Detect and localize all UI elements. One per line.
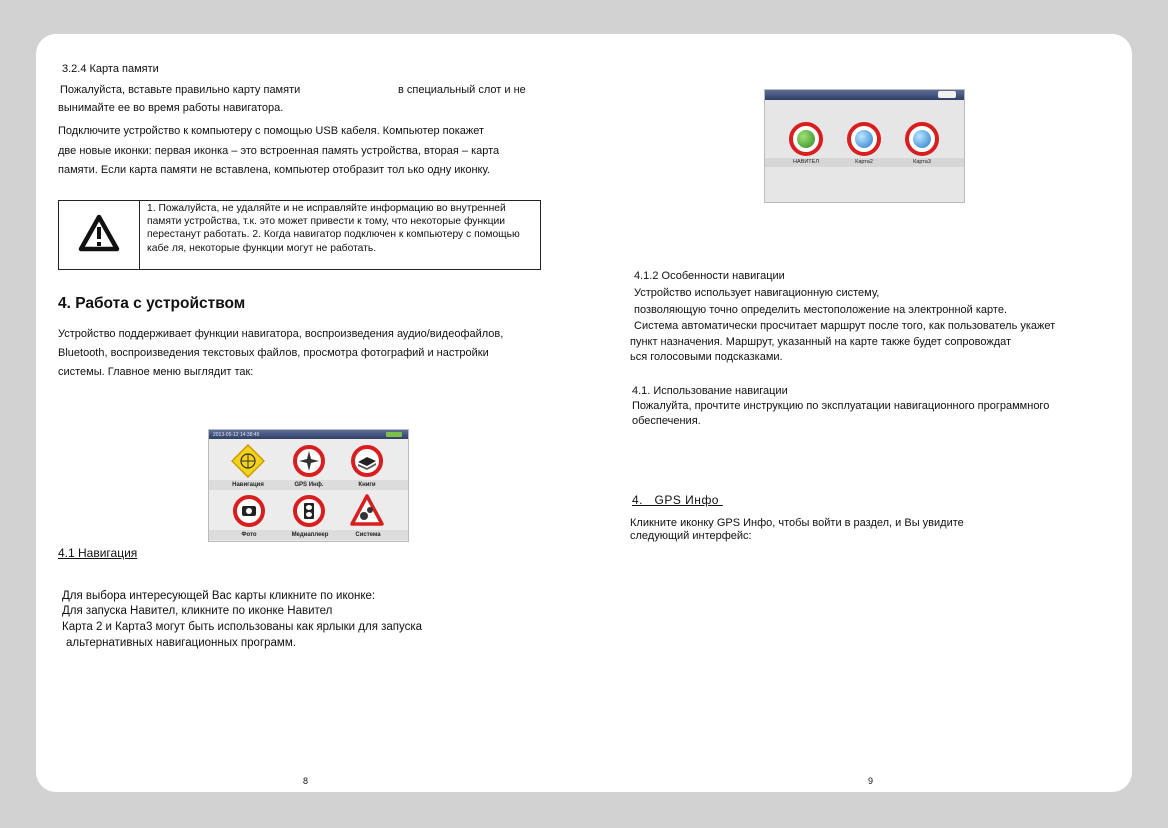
feature-text-3: Система автоматически просчитает маршрут после того, как пользователь укажет [634,320,1056,332]
map-select-top-bar [765,90,964,100]
nav-text-4: альтернативных навигационных программ. [66,637,296,649]
memory-card-text-2: вынимайте ее во время работы навигатора. [58,102,284,114]
system-icon [350,494,384,526]
back-arrow-icon [938,91,956,98]
menu-label-media: Медиаплеер [291,532,329,538]
chapter4-text-3: системы. Главное меню выглядит так: [58,366,254,378]
map-select-screenshot [764,89,965,203]
memory-card-text-5: памяти. Если карта памяти не вставлена, компьютер отобразит тол ько одну иконку. [58,164,490,176]
page-number-right: 9 [868,776,874,786]
menu-label-photo: Фото [241,532,257,538]
gps-text-2: следующий интерфейс: [630,530,752,542]
map-label-map2: Карта2 [855,159,873,165]
chapter4-text-2: Bluetooth, воспроизведения текстовых файлов, просмотра фотографий и настройки [58,347,489,359]
section-41-title: 4.1 Навигация [58,546,138,560]
memory-card-text-1a: Пожалуйста, вставьте правильно карту памяти [60,84,301,96]
navitel-icon [789,122,823,156]
warning-text: 1. Пожалуйста, не удаляйте и не исправляйте информацию во внутренней памяти устройства, т.к. это может привести к тому, что некоторые функции перестанут работать. 2. Когда навигатор подключен к компьютеру с помощью кабе ля, некоторые функции могут не работать. [147,203,520,254]
main-menu-status-bar [209,430,408,439]
nav-text-3: Карта 2 и Карта3 могут быть использованы как ярлыки для запуска [62,621,423,633]
gps-info-icon [293,445,325,477]
page-number-left: 8 [303,776,309,786]
main-menu-status-text: 2013-05-12 14:38:45 [213,432,260,438]
nav-text-1: Для выбора интересующей Вас карты кликните по иконке: [62,590,376,602]
section-412-title: 4.1.2 Особенности навигации [634,270,785,282]
use-text-2: обеспечения. [632,415,701,427]
map-label-map3: Карта3 [913,159,931,165]
use-text-1: Пожалуйта, прочтите инструкцию по эксплуатации навигационного программного [632,400,1050,412]
map2-icon [847,122,881,156]
menu-label-gps: GPS Инф. [294,482,324,488]
section-gps-title: 4. GPS Инфо [632,493,723,507]
navigation-diamond-icon [231,444,265,478]
menu-label-system: Система [355,532,381,538]
feature-text-1: Устройство использует навигационную систему, [634,287,880,299]
main-menu-screenshot [208,429,409,542]
menu-label-navigation: Навигация [232,482,264,488]
media-player-icon [293,495,325,527]
chapter4-title: 4. Работа с устройством [58,295,246,312]
memory-card-text-1b: в специальный слот и не [398,84,526,96]
warning-box [58,200,541,270]
books-icon [351,445,383,477]
warning-triangle-icon [59,201,139,269]
nav-text-2: Для запуска Навител, кликните по иконке Навител [62,605,333,617]
feature-text-4: пункт назначения. Маршрут, указанный на карте также будет сопровождат [630,336,1012,348]
section-324-title: 3.2.4 Карта памяти [62,63,159,75]
battery-icon [386,432,402,437]
memory-card-text-4: две новые иконки: первая иконка – это встроенная память устройства, вторая – карта [58,145,500,157]
map3-icon [905,122,939,156]
gps-text-1: Кликните иконку GPS Инфо, чтобы войти в раздел, и Вы увидите [630,517,964,529]
memory-card-text-3: Подключите устройство к компьютеру с помощью USB кабеля. Компьютер покажет [58,125,485,137]
chapter4-text-1: Устройство поддерживает функции навигатора, воспроизведения аудио/видеофайлов, [58,328,504,340]
section-41b-title: 4.1. Использование навигации [632,385,788,397]
photo-icon [233,495,265,527]
map-label-navitel: НАВИТЕЛ [793,159,819,165]
feature-text-5: ься голосовыми подсказками. [630,351,783,363]
menu-label-books: Книги [358,482,376,488]
feature-text-2: позволяющую точно определить местоположение на электронной карте. [634,304,1008,316]
warning-icon-cell [59,201,140,269]
